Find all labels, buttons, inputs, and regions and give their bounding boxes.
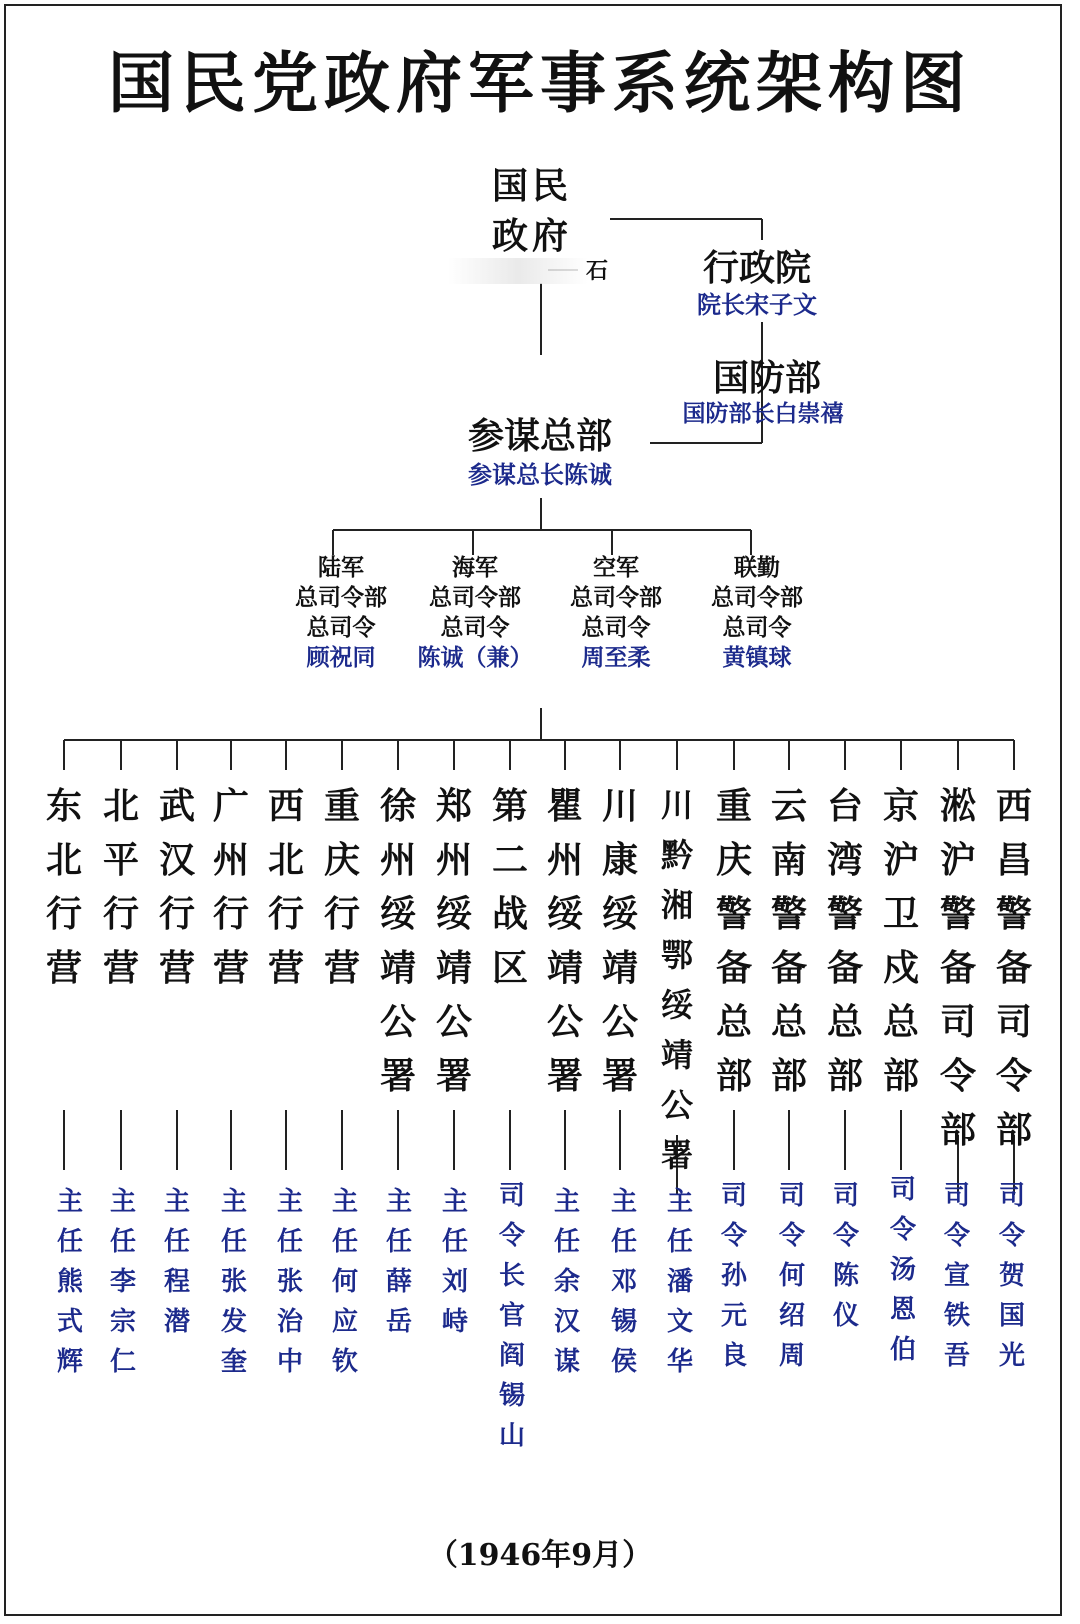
unit-leader: 主任何应钦 bbox=[331, 1187, 358, 1377]
diagram-title: 国民党政府军事系统架构图 bbox=[108, 45, 972, 122]
branch-airforce-l1: 空军 bbox=[593, 554, 639, 581]
unit-name: 第二战区 bbox=[491, 786, 528, 989]
unit-name: 云南警备总部 bbox=[770, 786, 807, 1097]
unit-name: 川黔湘鄂绥靖公署 bbox=[660, 786, 693, 1174]
branch-army-l2: 总司令部 bbox=[295, 584, 387, 611]
unit-leader: 司令陈 仪 bbox=[832, 1181, 886, 1331]
branch-airforce-l2: 总司令部 bbox=[570, 584, 662, 611]
unit-name: 重庆警备总部 bbox=[715, 786, 752, 1097]
unit-name: 瞿州绥靖公署 bbox=[546, 786, 583, 1097]
unit-leader: 主任薛 岳 bbox=[385, 1187, 439, 1337]
unit-name: 北平行营 bbox=[102, 786, 139, 989]
branch-logistics bbox=[711, 553, 803, 673]
node-canmouzongbu: 参谋总部 bbox=[467, 415, 613, 457]
unit-leader: 主任张治中 bbox=[276, 1187, 303, 1377]
branch-army-leader: 顾祝同 bbox=[306, 644, 376, 671]
unit-leader: 主任刘 峙 bbox=[441, 1187, 495, 1337]
branch-airforce-l3: 总司令 bbox=[581, 614, 651, 641]
unit-name: 武汉行营 bbox=[158, 786, 195, 989]
unit-leader: 主任熊式辉 bbox=[56, 1187, 83, 1377]
date-caption: （1946年9月） bbox=[427, 1538, 653, 1573]
unit-name: 郑州绥靖公署 bbox=[435, 786, 472, 1097]
unit-name: 台湾警备总部 bbox=[826, 786, 863, 1097]
unit-leader: 司令贺国光 bbox=[998, 1181, 1025, 1371]
unit-leader: 主任邓锡侯 bbox=[610, 1187, 637, 1377]
canmouzongbu-leader: 参谋总长陈诚 bbox=[468, 460, 612, 489]
branch-logistics-l1: 联勤 bbox=[734, 554, 780, 581]
guofangbu-leader: 国防部长白崇禧 bbox=[682, 400, 844, 427]
unit-name: 徐州绥靖公署 bbox=[379, 786, 416, 1097]
unit-leader: 主任程 潜 bbox=[163, 1187, 217, 1337]
branch-airforce-leader: 周至柔 bbox=[581, 644, 651, 671]
branch-navy-l2: 总司令部 bbox=[429, 584, 521, 611]
node-guofangbu: 国防部 bbox=[712, 357, 822, 399]
branch-navy-leader: 陈诚（兼） bbox=[417, 644, 533, 671]
branch-army bbox=[295, 553, 387, 673]
unit-leader: 主任李宗仁 bbox=[109, 1187, 136, 1377]
branch-army-l3: 总司令 bbox=[306, 614, 376, 641]
unit-name: 淞沪警备司令部 bbox=[939, 786, 976, 1151]
unit-leader: 主任张发奎 bbox=[220, 1187, 247, 1377]
unit-name: 京沪卫戍总部 bbox=[882, 786, 919, 1097]
node-zhengfu: 政府 bbox=[492, 215, 573, 257]
unit-leader: 司令孙元良 bbox=[720, 1181, 747, 1371]
unit-leader: 主任潘文华 bbox=[666, 1187, 693, 1377]
branch-navy-l1: 海军 bbox=[452, 554, 498, 581]
branch-navy bbox=[418, 553, 533, 673]
branch-airforce bbox=[570, 553, 662, 673]
node-guomin: 国民 bbox=[492, 165, 573, 207]
branch-logistics-leader: 黄镇球 bbox=[722, 644, 792, 671]
branch-logistics-l3: 总司令 bbox=[722, 614, 792, 641]
branch-navy-l3: 总司令 bbox=[440, 614, 510, 641]
node-xingzhengyuan: 行政院 bbox=[702, 247, 812, 289]
branch-logistics-l2: 总司令部 bbox=[711, 584, 803, 611]
branch-army-l1: 陆军 bbox=[318, 554, 364, 581]
unit-leader: 司令宣铁吾 bbox=[943, 1181, 970, 1371]
redacted-overlay bbox=[448, 258, 588, 284]
unit-name: 川康绥靖公署 bbox=[601, 786, 638, 1097]
unit-name: 西北行营 bbox=[267, 786, 304, 989]
unit-name: 重庆行营 bbox=[323, 786, 360, 989]
unit-leader: 司令汤恩伯 bbox=[889, 1175, 916, 1365]
unit-name: 东北行营 bbox=[45, 786, 82, 989]
unit-leader: 司令何绍周 bbox=[778, 1181, 805, 1371]
unit-leader: 主任余汉谋 bbox=[553, 1187, 580, 1377]
node-shi: 石 bbox=[586, 258, 609, 284]
unit-leader: 司令长官阎锡山 bbox=[498, 1181, 525, 1451]
unit-name: 广州行营 bbox=[212, 786, 249, 989]
unit-name: 西昌警备司令部 bbox=[995, 786, 1032, 1151]
xingzhengyuan-leader: 院长宋子文 bbox=[697, 290, 817, 319]
